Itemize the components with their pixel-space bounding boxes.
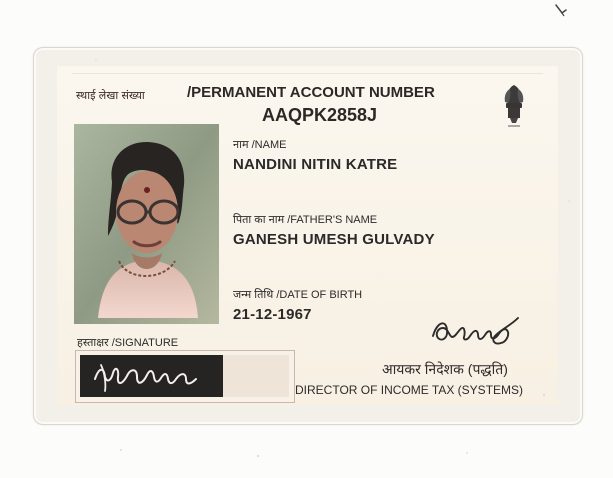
father-label-hindi: पिता का नाम (233, 214, 285, 226)
issuer-signature (428, 312, 523, 350)
name-label-english: /NAME (251, 139, 287, 151)
card-top-divider (72, 73, 543, 74)
signature-label-hindi: हस्ताक्षर (77, 337, 109, 349)
name-field (233, 137, 397, 173)
signature-label-english: /SIGNATURE (111, 337, 179, 349)
photo (74, 124, 219, 324)
pan-number: AAQPK2858J (262, 105, 378, 125)
name-label-hindi: नाम (233, 139, 249, 151)
issuer-title-english: DIRECTOR OF INCOME TAX (SYSTEMS) (295, 383, 524, 397)
dob-label-hindi: जन्म तिथि (233, 289, 274, 301)
card-title-hindi: स्थाई लेखा संख्या (76, 90, 145, 102)
father-name-value: GANESH UMESH GULVADY (233, 231, 435, 248)
name-label (233, 137, 397, 152)
issuer-title-hindi: आयकर निदेशक (पद्धति) (382, 361, 508, 377)
father-label-english: /FATHER'S NAME (287, 214, 378, 226)
scan-mark-icon (553, 2, 569, 18)
father-label (233, 212, 435, 227)
signature-label (77, 335, 178, 350)
father-name-field (233, 212, 435, 248)
name-value: NANDINI NITIN KATRE (233, 156, 398, 173)
card-title-english: /PERMANENT ACCOUNT NUMBER (187, 84, 435, 101)
dob-label-english: /DATE OF BIRTH (276, 289, 363, 301)
national-emblem-icon (498, 79, 530, 129)
signature-background (80, 355, 223, 397)
portrait-icon (74, 124, 219, 324)
dob-label (233, 287, 362, 302)
signature-strip (223, 355, 289, 397)
holder-signature (80, 355, 223, 397)
dob-field (233, 287, 362, 323)
dob-value: 21-12-1967 (233, 306, 312, 323)
